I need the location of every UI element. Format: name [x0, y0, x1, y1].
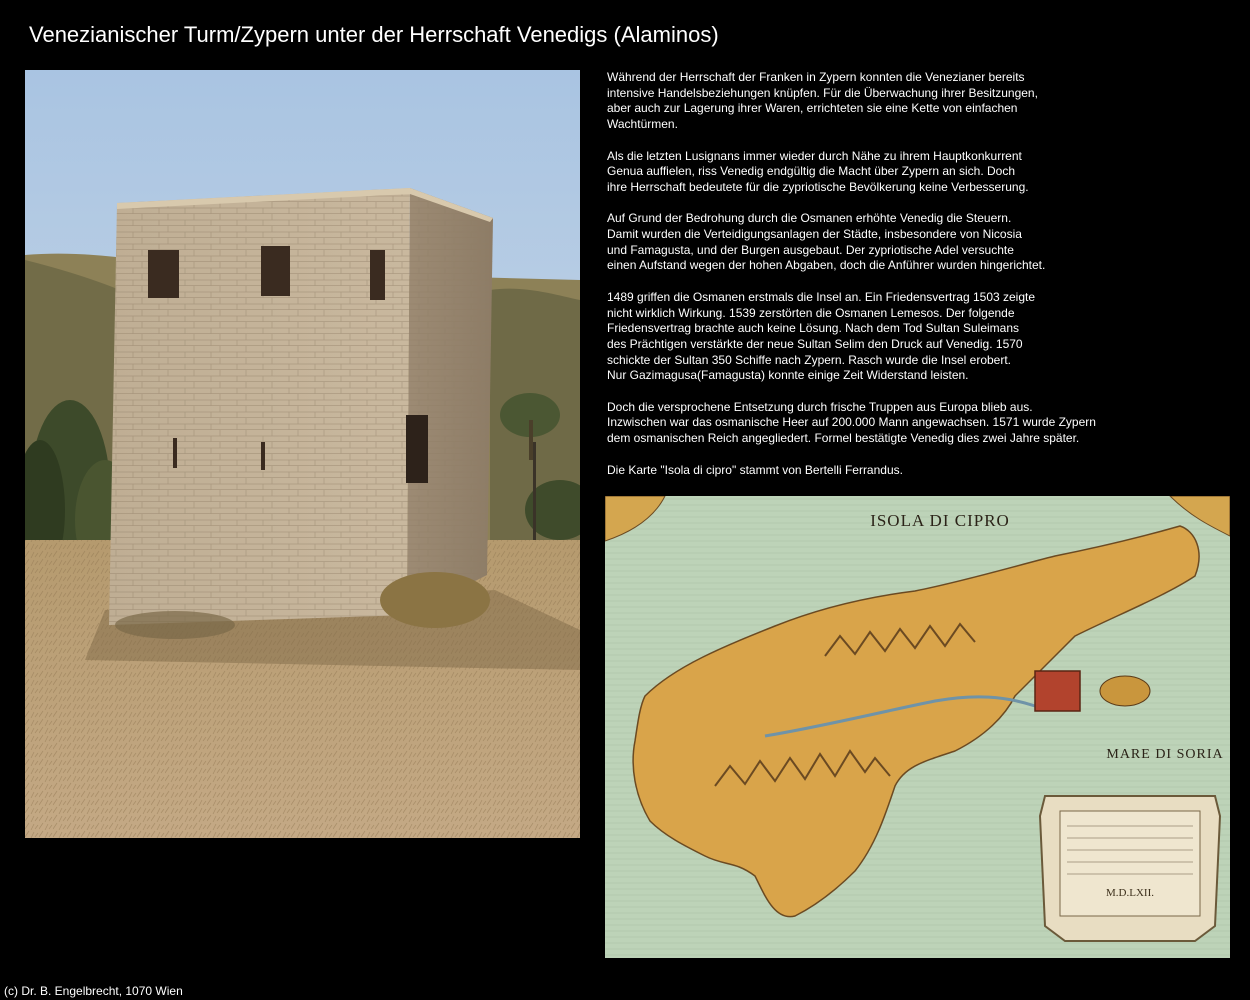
paragraph-frankish-rule: Während der Herrschaft der Franken in Zypern konnten die Venezianer bereits intensive Handelsbeziehungen knüpfen. Für die Überwachung ihrer Besitzungen, aber auch zur Lagerung ihrer Waren, errichteten sie eine Kette von einfachen Wachtürmen. [607, 70, 1038, 132]
copyright-footer: (c) Dr. B. Engelbrecht, 1070 Wien [4, 984, 183, 998]
paragraph-map-credit: Die Karte "Isola di cipro" stammt von Bertelli Ferrandus. [607, 462, 903, 477]
map-cartouche-date: M.D.LXII. [1106, 887, 1154, 899]
paragraph-ottoman-attacks: 1489 griffen die Osmanen erstmals die Insel an. Ein Friedensvertrag 1503 zeigte nicht wirklich Wirkung. 1539 zerstörten die Osmanen Lemesos. Der folgende Friedensvertrag brachte auch keine Lösung. Nach dem Tod Sultan Suleimans des Prächtigen verstärkte der neue Sultan Selim den Druck auf Venedig. 1570 schickte der Sultan 350 Schiffe nach Zypern. Rasch wurde die Insel erobert. Nur Gazimagusa(Famagusta) konnte einige Zeit Widerstand leisten. [607, 289, 1036, 383]
description-text [607, 70, 1227, 494]
page-title: Venezianischer Turm/Zypern unter der Herrschaft Venedigs (Alaminos) [29, 22, 719, 47]
paragraph-taxes: Auf Grund der Bedrohung durch die Osmanen erhöhte Venedig die Steuern. Damit wurden die Verteidigungsanlagen der Städte, insbesondere von Nicosia und Famagusta, und der Burgen ausgebaut. Der zypriotische Adel versuchte einen Aufstand wegen der hohen Abgaben, doch die Anführer wurden hingerichtet. [607, 211, 1046, 273]
cyprus-map [605, 496, 1230, 958]
paragraph-lusignans: Als die letzten Lusignans immer wieder durch Nähe zu ihrem Hauptkonkurrent Genua auffielen, riss Venedig endgültig die Macht über Zypern an sich. Doch ihre Herrschaft bedeutete für die zypriotische Bevölkerung keine Verbesserung. [607, 148, 1029, 194]
tower-photo [25, 70, 580, 838]
paragraph-annexation: Doch die versprochene Entsetzung durch frische Truppen aus Europa blieb aus. Inzwischen war das osmanische Heer auf 200.000 Mann angewachsen. 1571 wurde Zypern dem osmanischen Reich angegliedert. Formel bestätigte Venedig dies zwei Jahre später. [607, 399, 1096, 446]
map-sea-label: MARE DI SORIA [1106, 747, 1224, 762]
map-title: ISOLA DI CIPRO [870, 511, 1010, 530]
